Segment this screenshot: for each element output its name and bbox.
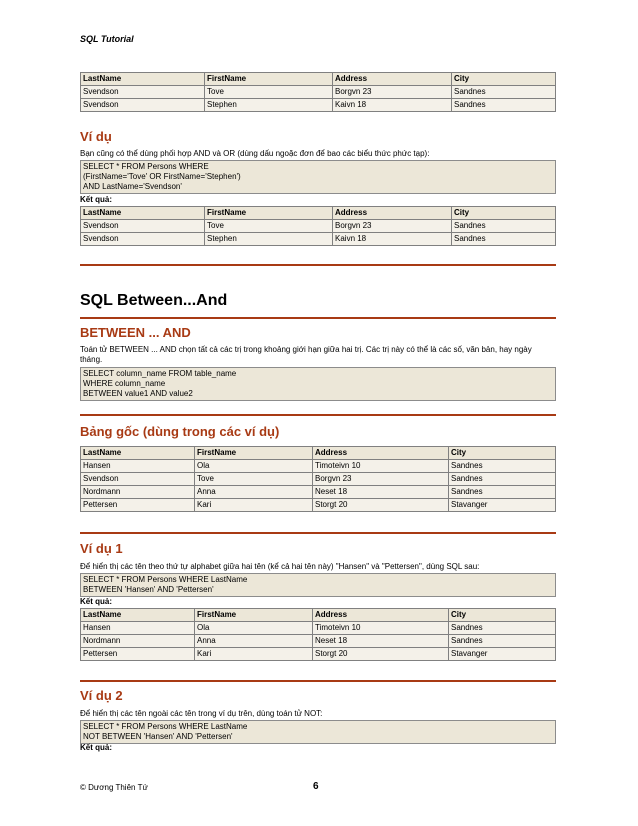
section-divider [80, 532, 556, 534]
table-cell: Stephen [205, 233, 333, 246]
table-cell: Neset 18 [313, 486, 449, 499]
table-header-row [81, 447, 556, 460]
section-divider [80, 414, 556, 416]
table-cell: Borgvn 23 [333, 86, 452, 99]
table-cell: Anna [195, 635, 313, 648]
table-cell: Sandnes [452, 220, 556, 233]
table-cell: Borgvn 23 [333, 220, 452, 233]
table-cell: Kari [195, 499, 313, 512]
code-line: SELECT * FROM Persons WHERE [83, 162, 209, 171]
table-row [81, 473, 556, 486]
table-row [81, 648, 556, 661]
code-line: BETWEEN value1 AND value2 [83, 389, 193, 398]
table-cell: Tove [195, 473, 313, 486]
table-cell: Ola [195, 622, 313, 635]
subsection-heading: BETWEEN ... AND [80, 325, 191, 340]
original-table [80, 446, 556, 512]
col-header: LastName [81, 207, 205, 220]
col-header: City [449, 447, 556, 460]
table-cell: Pettersen [81, 499, 195, 512]
code-block [80, 367, 556, 401]
table-cell: Sandnes [449, 486, 556, 499]
result-label: Kết quả: [80, 597, 112, 606]
running-header: SQL Tutorial [80, 34, 134, 44]
example-heading: Ví dụ [80, 129, 112, 144]
table-cell: Stavanger [449, 648, 556, 661]
code-line: SELECT column_name FROM table_name [83, 369, 237, 378]
example1-description: Để hiển thị các tên theo thứ tự alphabet giữa hai tên (kể cả hai tên này) "Hansen" và "Pettersen", dùng SQL sau: [80, 562, 480, 571]
table-cell: Sandnes [449, 622, 556, 635]
table-header-row [81, 207, 556, 220]
table-cell: Kari [195, 648, 313, 661]
code-line: NOT BETWEEN 'Hansen' AND 'Pettersen' [83, 732, 233, 741]
code-line: SELECT * FROM Persons WHERE LastName [83, 575, 248, 584]
table-cell: Storgt 20 [313, 499, 449, 512]
table-cell: Svendson [81, 86, 205, 99]
table-cell: Nordmann [81, 635, 195, 648]
table-cell: Pettersen [81, 648, 195, 661]
col-header: LastName [81, 447, 195, 460]
page-number: 6 [313, 781, 319, 792]
code-block [80, 720, 556, 744]
table-cell: Borgvn 23 [313, 473, 449, 486]
table-cell: Stavanger [449, 499, 556, 512]
code-line: BETWEEN 'Hansen' AND 'Pettersen' [83, 585, 214, 594]
table-cell: Tove [205, 86, 333, 99]
col-header: City [452, 207, 556, 220]
section-title: SQL Between...And [80, 292, 228, 309]
example2-description: Để hiển thị các tên ngoài các tên trong ví dụ trên, dùng toán tử NOT: [80, 709, 323, 718]
table-row [81, 486, 556, 499]
result-label: Kết quả: [80, 195, 112, 204]
section-divider [80, 317, 556, 319]
table-header-row [81, 73, 556, 86]
col-header: FirstName [205, 207, 333, 220]
table-cell: Svendson [81, 233, 205, 246]
col-header: FirstName [195, 609, 313, 622]
result-label: Kết quả: [80, 743, 112, 752]
col-header: Address [333, 73, 452, 86]
col-header: LastName [81, 73, 205, 86]
table-cell: Storgt 20 [313, 648, 449, 661]
example-description: Bạn cũng có thể dùng phối hợp AND và OR (dùng dấu ngoặc đơn để bao các biểu thức phức tạp): [80, 149, 430, 158]
between-description: Toán tử BETWEEN ... AND chọn tất cả các trị trong khoảng giới hạn giữa hai trị. Các trị này có thể là các số, văn bản, hay ngày tháng. [80, 345, 532, 364]
table-cell: Sandnes [449, 460, 556, 473]
col-header: LastName [81, 609, 195, 622]
table-cell: Svendson [81, 99, 205, 112]
table-row [81, 499, 556, 512]
result-table-2 [80, 206, 556, 246]
table-cell: Anna [195, 486, 313, 499]
table-cell: Sandnes [449, 473, 556, 486]
table-cell: Nordmann [81, 486, 195, 499]
code-line: AND LastName='Svendson' [83, 182, 182, 191]
col-header: City [452, 73, 556, 86]
table-cell: Tove [205, 220, 333, 233]
col-header: City [449, 609, 556, 622]
table-row [81, 233, 556, 246]
table-cell: Svendson [81, 473, 195, 486]
table-header-row [81, 609, 556, 622]
code-block [80, 573, 556, 597]
result-table-1 [80, 72, 556, 112]
table-cell: Hansen [81, 460, 195, 473]
table-cell: Timoteivn 10 [313, 622, 449, 635]
table-row [81, 86, 556, 99]
table-row [81, 622, 556, 635]
col-header: FirstName [195, 447, 313, 460]
table-cell: Kaivn 18 [333, 233, 452, 246]
table-cell: Hansen [81, 622, 195, 635]
table-cell: Sandnes [449, 635, 556, 648]
code-line: WHERE column_name [83, 379, 166, 388]
code-block [80, 160, 556, 194]
col-header: Address [313, 447, 449, 460]
table-row [81, 220, 556, 233]
result-table-3 [80, 608, 556, 661]
table-cell: Neset 18 [313, 635, 449, 648]
table-cell: Sandnes [452, 233, 556, 246]
col-header: Address [313, 609, 449, 622]
table-row [81, 460, 556, 473]
table-cell: Svendson [81, 220, 205, 233]
code-line: (FirstName='Tove' OR FirstName='Stephen') [83, 172, 241, 181]
table-cell: Sandnes [452, 99, 556, 112]
footer-author: © Dương Thiên Tứ [80, 783, 148, 792]
table-cell: Sandnes [452, 86, 556, 99]
section-divider [80, 264, 556, 266]
original-table-heading: Bảng gốc (dùng trong các ví dụ) [80, 424, 280, 439]
col-header: FirstName [205, 73, 333, 86]
table-cell: Timoteivn 10 [313, 460, 449, 473]
example2-heading: Ví dụ 2 [80, 688, 123, 703]
table-row [81, 99, 556, 112]
table-row [81, 635, 556, 648]
table-cell: Ola [195, 460, 313, 473]
table-cell: Stephen [205, 99, 333, 112]
table-cell: Kaivn 18 [333, 99, 452, 112]
section-divider [80, 680, 556, 682]
example1-heading: Ví dụ 1 [80, 541, 123, 556]
col-header: Address [333, 207, 452, 220]
code-line: SELECT * FROM Persons WHERE LastName [83, 722, 248, 731]
